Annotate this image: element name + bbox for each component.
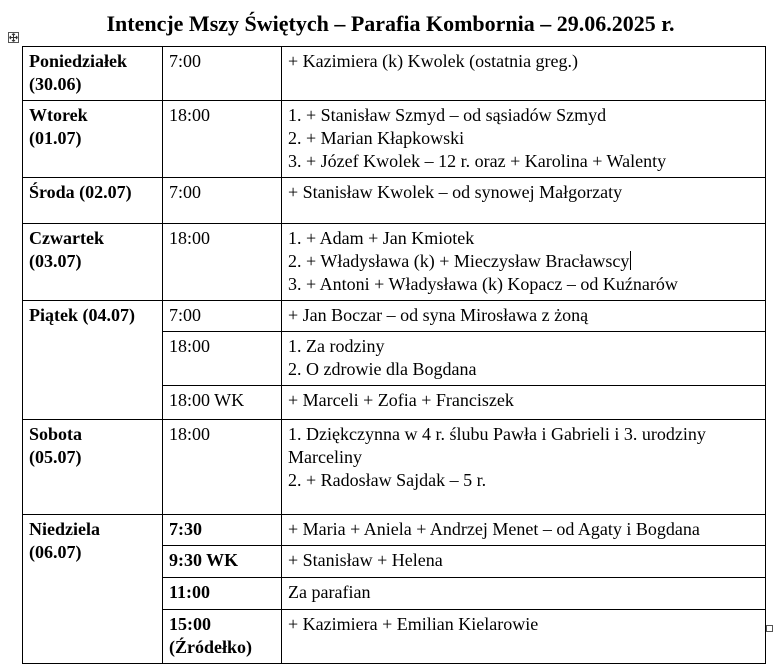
day-name: Niedziela [29, 519, 100, 539]
intention-cell [282, 301, 766, 332]
mass-time: 7:00 [169, 51, 202, 71]
day-date: (03.07) [29, 251, 82, 271]
table-row [23, 515, 766, 546]
mass-time: 9:30 WK [169, 550, 239, 570]
intention-line: Za parafian [288, 582, 371, 602]
day-cell-monday [23, 47, 163, 101]
document-title: Intencje Mszy Świętych – Parafia Kombornia – 29.06.2025 r. [106, 11, 675, 36]
day-date: (30.06) [29, 74, 82, 94]
intention-line: 2. + Radosław Sajdak – 5 r. [288, 470, 487, 490]
intention-line: + Jan Boczar – od syna Mirosława z żoną [288, 305, 589, 325]
intention-line: + Marceli + Zofia + Franciszek [288, 390, 514, 410]
day-cell-thursday [23, 224, 163, 301]
intention-cell [282, 178, 766, 224]
time-cell [163, 578, 282, 610]
mass-time: 18:00 WK [169, 390, 245, 410]
table-row [23, 178, 766, 224]
time-cell [163, 515, 282, 546]
intention-line: 1. + Adam + Jan Kmiotek [288, 228, 475, 248]
text-cursor [630, 251, 631, 270]
intention-line: 2. + Marian Kłapkowski [288, 128, 465, 148]
intention-line: 3. + Józef Kwolek – 12 r. oraz + Karolina + Walenty [288, 151, 667, 171]
intention-line: + Stanisław + Helena [288, 550, 443, 570]
day-date: (01.07) [29, 128, 82, 148]
intention-line: + Stanisław Kwolek – od synowej Małgorzaty [288, 182, 623, 202]
day-name: Sobota [29, 424, 83, 444]
day-cell-sunday [23, 515, 163, 664]
intention-line: 3. + Antoni + Władysława (k) Kopacz – od Kuźnarów [288, 274, 678, 294]
time-cell [163, 178, 282, 224]
intention-line: 2. O zdrowie dla Bogdana [288, 359, 477, 379]
day-cell-friday [23, 301, 163, 420]
intention-text: 2. + Władysława (k) + Mieczysław Bracławscy [288, 251, 630, 271]
mass-time: 18:00 [169, 228, 211, 248]
time-cell [163, 546, 282, 578]
mass-time: 7:00 [169, 182, 202, 202]
intention-cell [282, 420, 766, 515]
intention-line: + Maria + Aniela + Andrzej Menet – od Agaty i Bogdana [288, 519, 700, 539]
time-cell [163, 301, 282, 332]
mass-time: 18:00 [169, 424, 211, 444]
intention-line [288, 250, 759, 273]
table-row [23, 47, 766, 101]
table-row [23, 101, 766, 178]
mass-time: 18:00 [169, 336, 211, 356]
intention-cell [282, 578, 766, 610]
time-cell [163, 101, 282, 178]
day-name: Piątek (04.07) [29, 305, 135, 325]
intention-line: 1. Dziękczynna w 4 r. ślubu Pawła i Gabrieli i 3. urodziny Marceliny [288, 424, 706, 467]
day-date: (06.07) [29, 542, 82, 562]
mass-location: (Źródełko) [169, 637, 252, 657]
day-cell-saturday [23, 420, 163, 515]
time-cell [163, 420, 282, 515]
table-move-handle-icon[interactable] [8, 32, 19, 43]
table-row [23, 301, 766, 332]
mass-time: 11:00 [169, 582, 211, 602]
table-resize-handle-icon[interactable] [766, 625, 773, 632]
day-date: (05.07) [29, 447, 82, 467]
mass-time: 7:30 [169, 519, 202, 539]
intention-cell [282, 515, 766, 546]
time-cell [163, 224, 282, 301]
table-row [23, 420, 766, 515]
mass-time: 15:00 [169, 614, 211, 634]
intention-cell [282, 386, 766, 420]
time-cell [163, 610, 282, 664]
time-cell [163, 47, 282, 101]
intention-cell [282, 610, 766, 664]
intention-cell [282, 332, 766, 386]
time-cell [163, 332, 282, 386]
mass-intentions-table [22, 46, 766, 664]
time-cell [163, 386, 282, 420]
mass-time: 18:00 [169, 105, 211, 125]
mass-time: 7:00 [169, 305, 202, 325]
intention-line: + Kazimiera (k) Kwolek (ostatnia greg.) [288, 51, 579, 71]
intention-cell[interactable] [282, 224, 766, 301]
day-cell-wednesday [23, 178, 163, 224]
day-name: Wtorek [29, 105, 88, 125]
day-name: Poniedziałek [29, 51, 127, 71]
intention-line: + Kazimiera + Emilian Kielarowie [288, 614, 539, 634]
day-cell-tuesday [23, 101, 163, 178]
intention-cell [282, 47, 766, 101]
intention-line: 1. Za rodziny [288, 336, 385, 356]
intention-cell [282, 101, 766, 178]
intention-cell [282, 546, 766, 578]
intention-line: 1. + Stanisław Szmyd – od sąsiadów Szmyd [288, 105, 607, 125]
day-name: Środa (02.07) [29, 182, 132, 202]
day-name: Czwartek [29, 228, 104, 248]
table-row [23, 224, 766, 301]
